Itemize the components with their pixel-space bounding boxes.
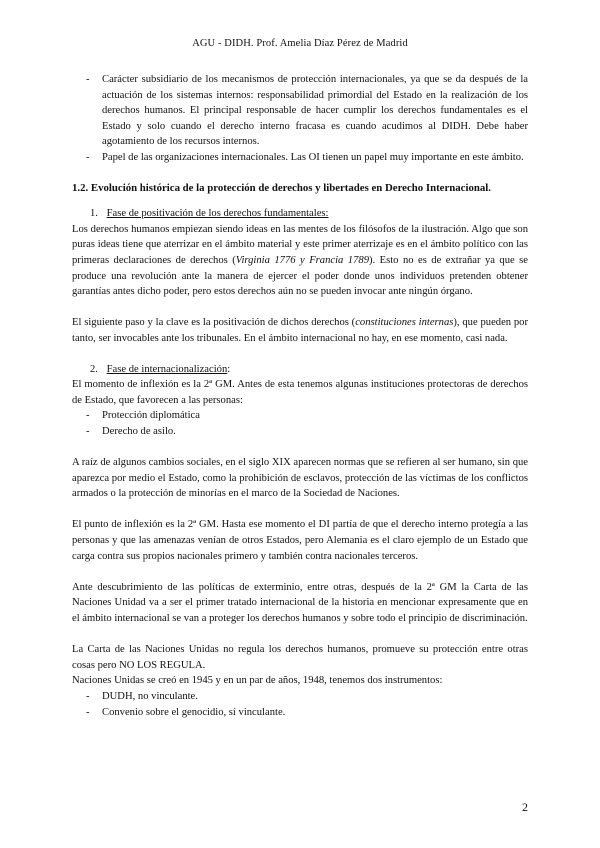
phase-2-title-suffix: :: [227, 363, 231, 375]
phase-2-title: Fase de internacionalización: [106, 363, 228, 375]
list-item: - Derecho de asilo.: [72, 424, 528, 440]
phase-2-bullet-list-2: [72, 689, 528, 720]
page-header: AGU - DIDH. Prof. Amelia Díaz Pérez de Madrid: [192, 38, 408, 49]
phase-2-paragraph-2: A raíz de algunos cambios sociales, en el siglo XIX aparecen normas que se refieren al ser humano, sin que aparezca por medio el Estado, como la prohibición de esclavos, protección de las víctimas de los conflictos armados o la protección de minorías en el marco de la Sociedad de Naciones.: [72, 457, 528, 500]
phase-1-title: Fase de positivación de los derechos fundamentales:: [106, 208, 329, 220]
phase-2-heading: [72, 362, 528, 378]
section-heading: 1.2. Evolución histórica de la protección de derechos y libertades en Derecho Internacional.: [72, 181, 491, 194]
list-item: - Carácter subsidiario de los mecanismos de protección internacionales, ya que se da después de la actuación de los sistemas internos: responsabilidad primordial del Estado en la realización de los derechos humanos. El principal responsable de hacer cumplir los derechos fundamentales es el Estado y solo cuando el derecho interno fracasa es cuando acudimos al DIDH. Debe haber agotamiento de los recursos internos.: [72, 72, 528, 150]
phase-2-paragraph-6: Naciones Unidas se creó en 1945 y en un par de años, 1948, tenemos dos instrumentos:: [72, 675, 443, 687]
phase-2-paragraph-1: El momento de inflexión es la 2ª GM. Antes de esta tenemos algunas instituciones protectoras de derechos de Estado, que favorecen a las personas:: [72, 379, 528, 406]
text-span: ). Esto no es de extrañar ya que se produce una revolución ante la manera de ejercer el poder donde unos individuos pretenden obtener garantías antes dicho poder, pero estos derechos aún no se pueden invocar ante ningún órgano.: [72, 254, 529, 298]
emphasis-text: constituciones internas: [355, 317, 454, 329]
phase-1-heading: [72, 206, 528, 222]
text-span: Los derechos humanos empiezan siendo ideas en las mentes de los filósofos de la ilustración. Algo que son puras ideas tiene que aterrizar en el ámbito material y este primer aterrizaje es en el ámbito político con las primeras declaraciones de derechos (: [72, 223, 528, 266]
text-span: El siguiente paso y la clave es la positivación de dichos derechos (: [72, 317, 356, 329]
top-bullet-list: [72, 72, 528, 166]
phase-2-number: 2.: [90, 363, 98, 375]
phase-2-paragraph-3: El punto de inflexión es la 2ª GM. Hasta ese momento el DI partía de que el derecho interno protegía a las personas y que las amenazas venían de otros Estados, pero Alemania es el claro ejemplo de un Estado que carga contra sus propios nacionales primero y también contra nacionales terceros.: [72, 519, 528, 562]
phase-2-paragraph-4: Ante descubrimiento de las políticas de exterminio, entre otras, después de la 2ª GM la Carta de las Naciones Unidad va a ser el primer tratado internacional de la historia en mencionar expresamente que en el ámbito internacional se van a proteger los derechos humanos y sobre todo el principio de discriminación.: [72, 581, 528, 624]
phase-2-paragraph-5: La Carta de las Naciones Unidas no regula los derechos humanos, promueve su protección entre otras cosas pero NO LOS REGULA.: [72, 644, 528, 671]
phase-1-paragraph-1: [72, 222, 528, 300]
list-item: - Protección diplomática: [72, 408, 528, 424]
page-number: 2: [522, 800, 528, 814]
phase-2-bullet-list: [72, 408, 528, 439]
list-item: - Convenio sobre el genocidio, sí vinculante.: [72, 705, 528, 721]
page-content: [72, 72, 528, 720]
phase-1-paragraph-2: [72, 315, 528, 346]
text-span: ), que pueden por tanto, ser invocables ante los tribunales. En el ámbito internacional no hay, en ese momento, casi nada.: [72, 317, 528, 344]
list-item: - Papel de las organizaciones internacionales. Las OI tienen un papel muy importante en este ámbito.: [72, 150, 528, 166]
list-item: - DUDH, no vinculante.: [72, 689, 528, 705]
phase-1-number: 1.: [90, 208, 98, 220]
emphasis-text: Virginia 1776 y Francia 1789: [235, 254, 369, 266]
